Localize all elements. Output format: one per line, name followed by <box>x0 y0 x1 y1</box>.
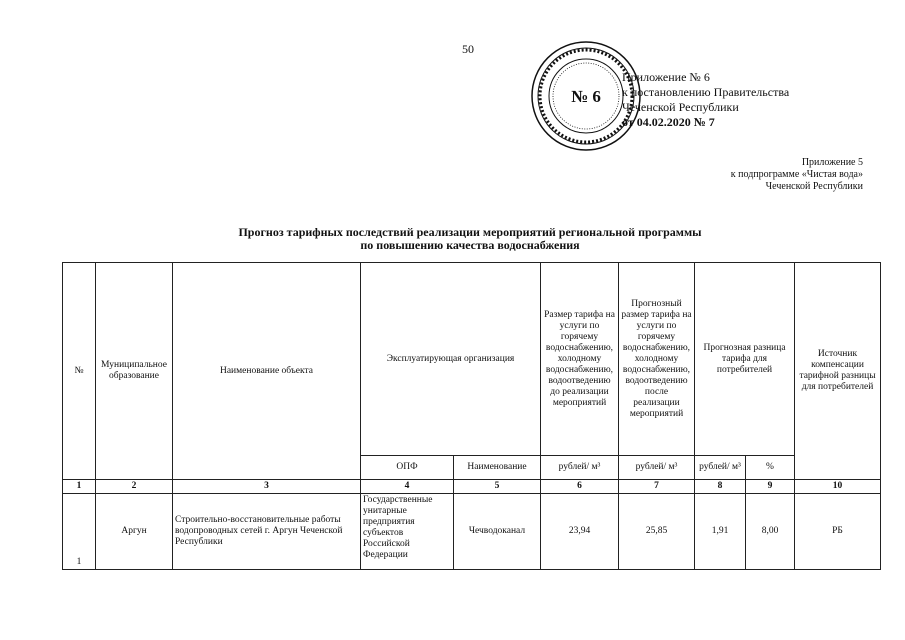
header-municipality: Муниципальное образование <box>96 263 173 480</box>
cell-org-name: Чечводоканал <box>454 494 541 570</box>
column-number: 5 <box>454 480 541 494</box>
header-tariff-before: Размер тарифа на услуги по горячему водоснабжению, холодному водоснабжению, водоотведению до реализации мероприятий <box>541 263 619 456</box>
tariff-table <box>62 262 881 570</box>
cell-tariff-before: 23,94 <box>541 494 619 570</box>
subheader-name: Наименование <box>454 456 541 480</box>
subheader-unit7: рублей/ м³ <box>619 456 695 480</box>
cell-diff-pct: 8,00 <box>746 494 795 570</box>
cell-no: 1 <box>63 494 96 570</box>
subheader-percent: % <box>746 456 795 480</box>
subheader-unit8: рублей/ м³ <box>695 456 746 480</box>
table-row <box>63 494 881 570</box>
column-number: 8 <box>695 480 746 494</box>
cell-source: РБ <box>795 494 881 570</box>
appendix5-line3: Чеченской Республики <box>765 181 863 192</box>
header-source: Источник компенсации тарифной разницы для потребителей <box>795 263 881 480</box>
column-number: 7 <box>619 480 695 494</box>
cell-diff-rub: 1,91 <box>695 494 746 570</box>
header-operator: Эксплуатирующая организация <box>361 263 541 456</box>
title-line2: по повышению качества водоснабжения <box>360 238 580 252</box>
cell-opf: Государственные унитарные предприятия субъектов Российской Федерации <box>361 494 454 570</box>
column-number: 2 <box>96 480 173 494</box>
appendix-header-line3: Чеченской Республики <box>622 100 739 114</box>
appendix5-note <box>731 157 863 193</box>
header-tariff-after: Прогнозный размер тарифа на услуги по горячему водоснабжению, холодному водоснабжению, водоотведению после реализации мероприятий <box>619 263 695 456</box>
appendix5-line1: Приложение 5 <box>801 157 863 168</box>
appendix-header-line2: к постановлению Правительства <box>622 85 790 99</box>
document-title <box>90 226 850 252</box>
title-line1: Прогноз тарифных последствий реализации мероприятий региональной программы <box>238 225 702 239</box>
column-number: 3 <box>173 480 361 494</box>
subheader-unit6: рублей/ м³ <box>541 456 619 480</box>
column-number: 10 <box>795 480 881 494</box>
column-number: 6 <box>541 480 619 494</box>
column-number: 4 <box>361 480 454 494</box>
appendix-header-line1: Приложение № 6 <box>622 70 710 84</box>
appendix-header <box>622 70 789 130</box>
cell-municipality: Аргун <box>96 494 173 570</box>
subheader-opf: ОПФ <box>361 456 454 480</box>
appendix5-line2: к подпрограмме «Чистая вода» <box>730 169 863 180</box>
header-object: Наименование объекта <box>173 263 361 480</box>
cell-tariff-after: 25,85 <box>619 494 695 570</box>
appendix-header-line4: от 04.02.2020 № 7 <box>622 115 715 129</box>
header-difference: Прогнозная разница тарифа для потребителей <box>695 263 795 456</box>
cell-object: Строительно-восстановительные работы водопроводных сетей г. Аргун Чеченской Республики <box>173 494 361 570</box>
header-no: № <box>63 263 96 480</box>
column-number: 9 <box>746 480 795 494</box>
page-number: 50 <box>462 42 474 56</box>
column-number: 1 <box>63 480 96 494</box>
stamp-number: № 6 <box>571 87 601 106</box>
